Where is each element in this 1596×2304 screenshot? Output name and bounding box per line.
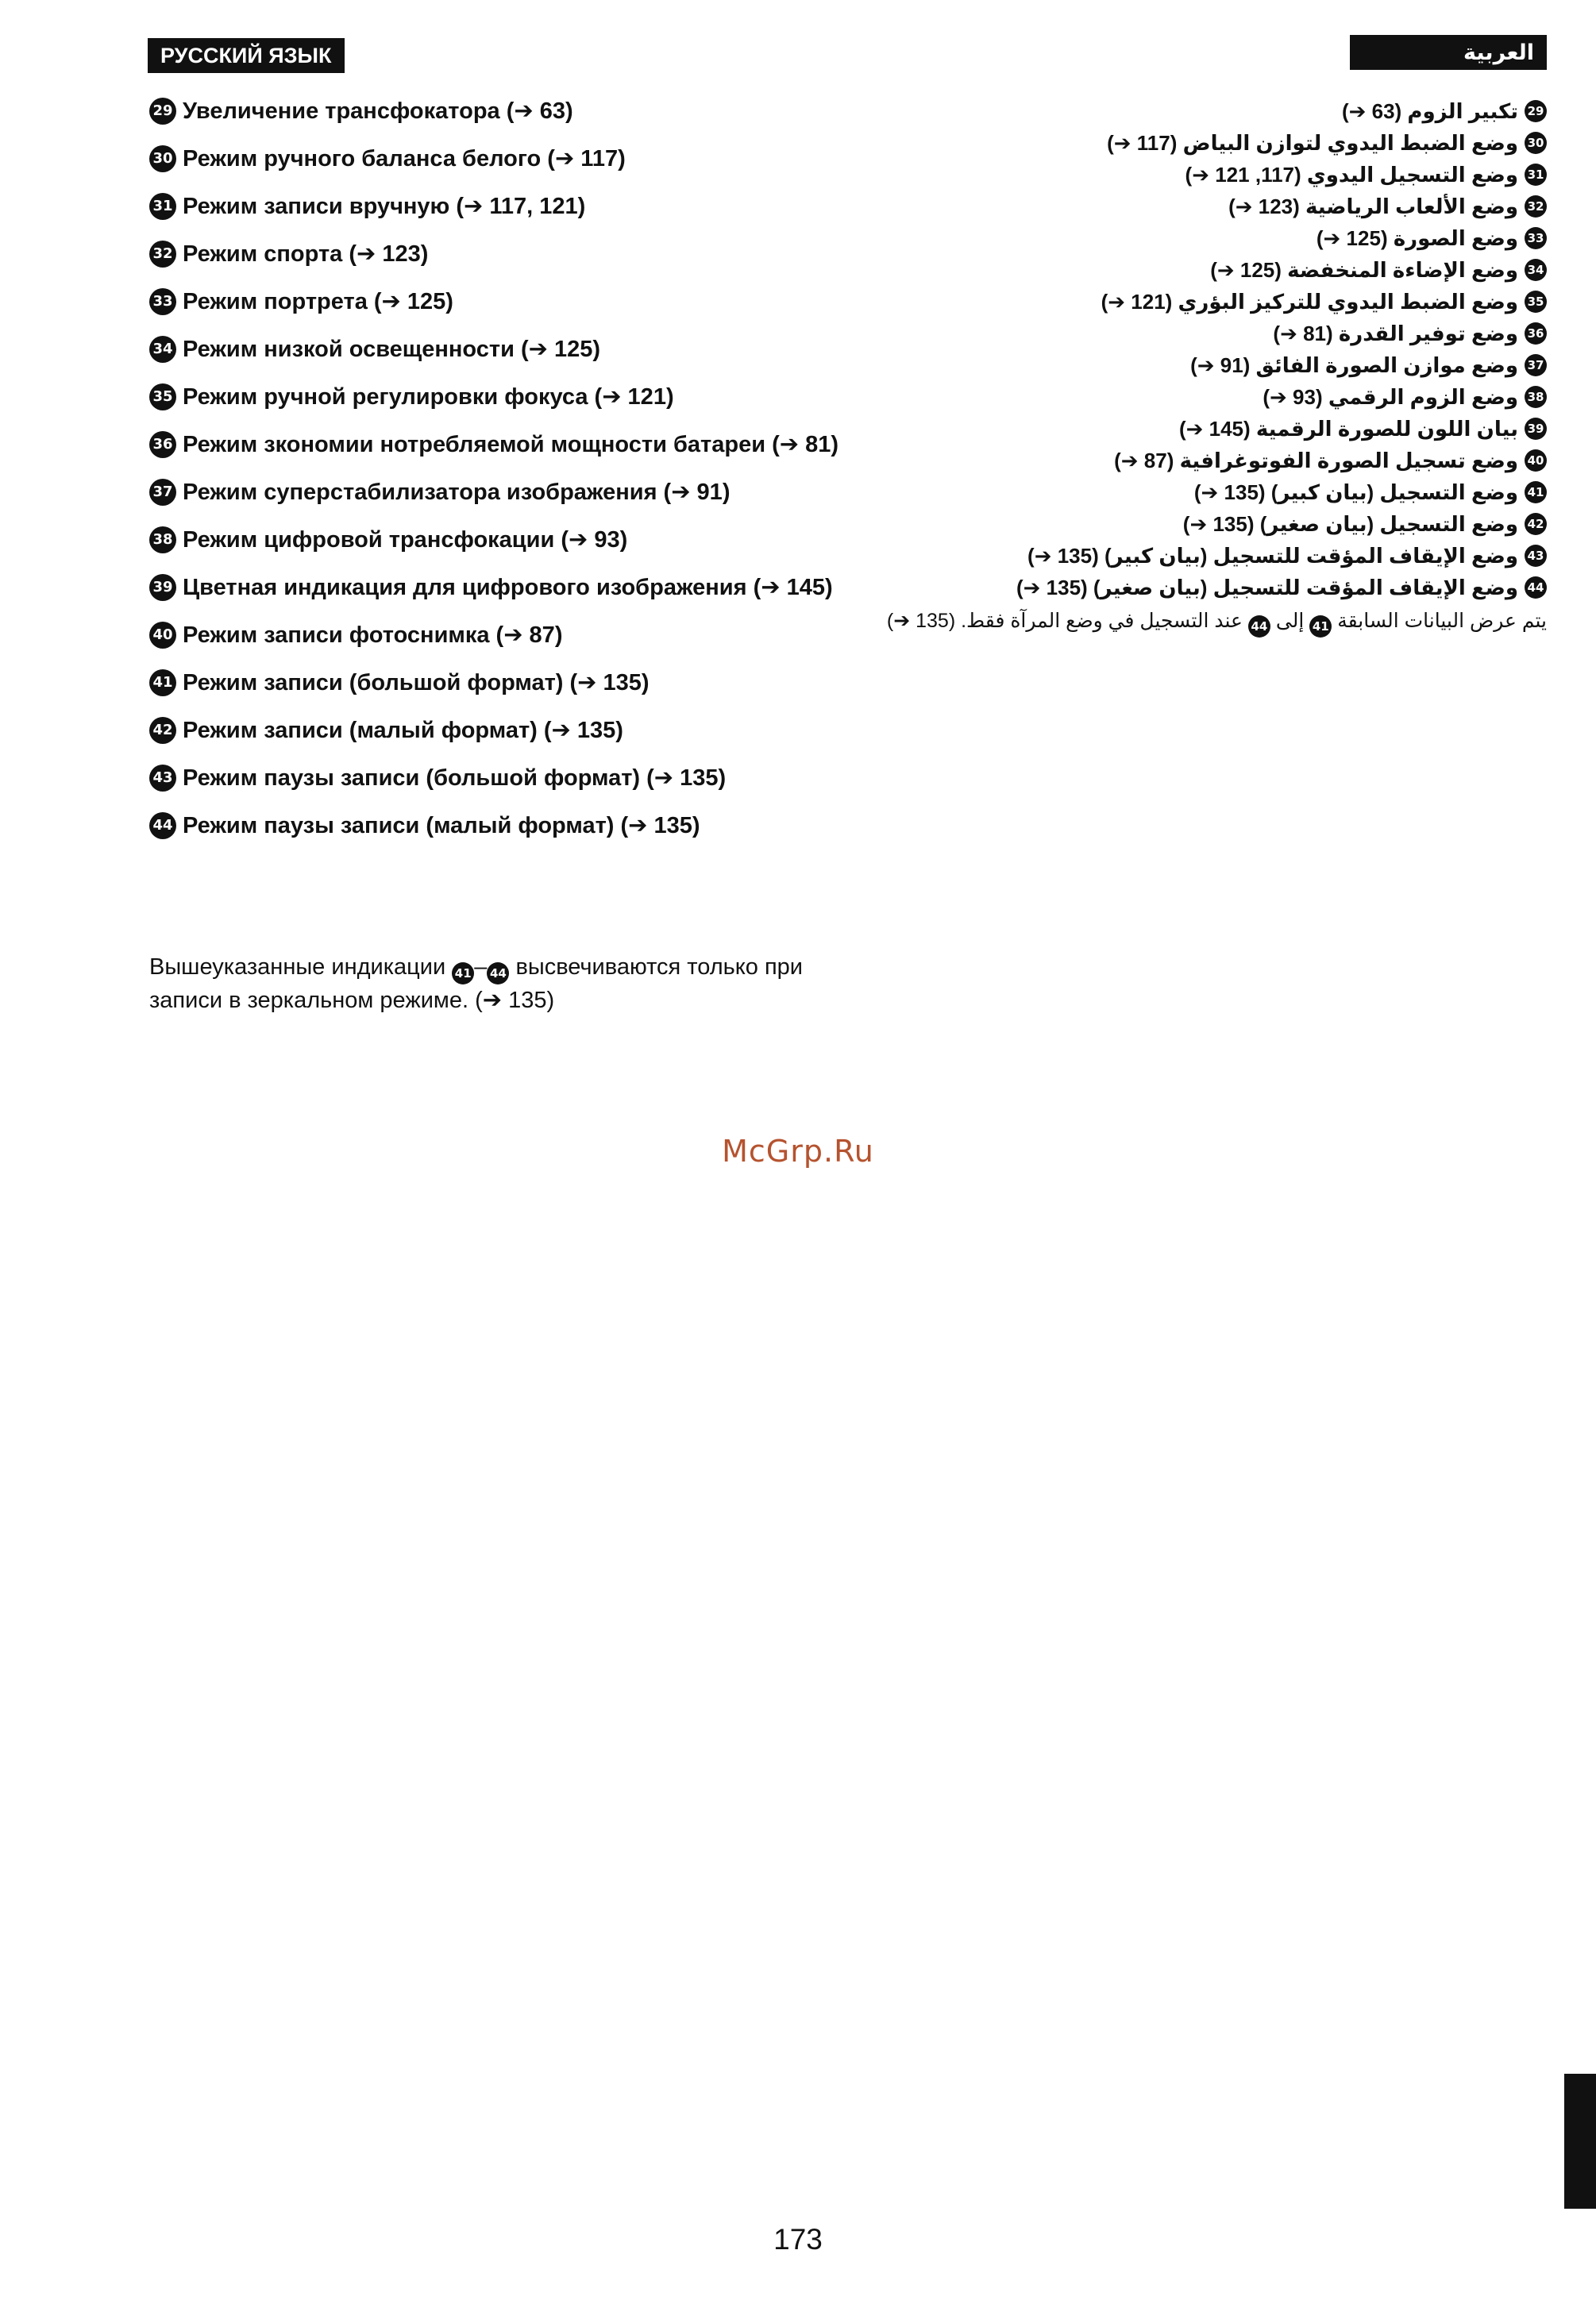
list-item: [896, 540, 1547, 572]
circled-number-icon: 32: [1525, 195, 1547, 218]
list-item: [149, 95, 864, 127]
list-item-text: Режим записи (малый формат) (➔ 135): [183, 718, 623, 743]
section-thumb-tab: [1564, 2074, 1596, 2209]
list-item: [896, 127, 1547, 159]
list-item-text: Режим паузы записи (большой формат) (➔ 135): [183, 765, 727, 791]
note-text-after: عند التسجيل في وضع المرآة فقط. (135 ➔): [886, 610, 1243, 632]
site-watermark: McGrp.Ru: [722, 1134, 874, 1169]
list-item: [149, 762, 864, 794]
circled-number-icon: 39: [1525, 418, 1547, 440]
list-item-text: Режим спорта (➔ 123): [183, 241, 429, 267]
circled-number-icon: 33: [1525, 227, 1547, 249]
list-item-text: Режим зкономии нотребляемой мощности батареи (➔ 81): [183, 432, 839, 457]
circled-number-icon: 43: [149, 765, 176, 792]
list-item-text: وضع الإيقاف المؤقت للتسجيل (بيان كبير) (135 ➔): [1027, 544, 1518, 568]
list-item-text: Режим суперстабилизатора изображения (➔ 91): [183, 480, 731, 505]
list-item-text: وضع الضبط اليدوي للتركيز البؤري (121 ➔): [1101, 290, 1518, 314]
russian-indicator-list: [149, 95, 864, 857]
circled-number-icon: 38: [149, 526, 176, 553]
circled-number-icon: 35: [1525, 291, 1547, 313]
list-item-text: وضع تسجيل الصورة الفوتوغرافية (87 ➔): [1114, 449, 1518, 472]
list-item-text: Режим цифровой трансфокации (➔ 93): [183, 527, 628, 553]
list-item-text: Режим записи вручную (➔ 117, 121): [183, 194, 586, 219]
list-item-text: تكبير الزوم (63 ➔): [1341, 99, 1518, 123]
list-item-text: Режим низкой освещенности (➔ 125): [183, 337, 601, 362]
circled-number-icon: 44: [1248, 615, 1270, 638]
note-text-before: يتم عرض البيانات السابقة: [1337, 610, 1547, 632]
list-item: [149, 286, 864, 318]
circled-number-icon: 43: [1525, 545, 1547, 567]
circled-number-icon: 41: [149, 669, 176, 696]
list-item-text: بيان اللون للصورة الرقمية (145 ➔): [1178, 417, 1518, 441]
arabic-mirror-mode-note: [832, 605, 1547, 638]
list-item-text: وضع الإيقاف المؤقت للتسجيل (بيان صغير) (135 ➔): [1016, 576, 1518, 599]
note-dash: –: [474, 954, 488, 980]
circled-number-icon: 42: [149, 717, 176, 744]
list-item: [896, 572, 1547, 603]
page-number: 173: [773, 2223, 823, 2256]
list-item: [149, 524, 864, 556]
circled-number-icon: 41: [1309, 615, 1332, 638]
list-item-text: وضع التسجيل (بيان صغير) (135 ➔): [1182, 512, 1518, 536]
list-item: [149, 667, 864, 699]
note-text-mid: إلى: [1275, 610, 1305, 632]
list-item: [149, 333, 864, 365]
list-item: [896, 222, 1547, 254]
list-item-text: Режим ручной регулировки фокуса (➔ 121): [183, 384, 674, 410]
list-item: [896, 318, 1547, 349]
circled-number-icon: 34: [149, 336, 176, 363]
circled-number-icon: 38: [1525, 386, 1547, 408]
list-item: [896, 191, 1547, 222]
circled-number-icon: 44: [1525, 576, 1547, 599]
circled-number-icon: 31: [1525, 164, 1547, 186]
list-item: [149, 381, 864, 413]
circled-number-icon: 29: [1525, 100, 1547, 122]
list-item: [149, 810, 864, 842]
list-item: [896, 349, 1547, 381]
list-item: [896, 508, 1547, 540]
circled-number-icon: 30: [1525, 132, 1547, 154]
list-item: [896, 254, 1547, 286]
list-item: [149, 429, 864, 460]
list-item-text: وضع الضبط اليدوي لتوازن البياض (117 ➔): [1107, 131, 1518, 155]
list-item-text: Увеличение трансфокатора (➔ 63): [183, 98, 573, 124]
circled-number-icon: 30: [149, 145, 176, 172]
circled-number-icon: 40: [1525, 449, 1547, 472]
list-item: [896, 381, 1547, 413]
list-item: [149, 238, 864, 270]
list-item: [896, 159, 1547, 191]
list-item-text: Режим портрета (➔ 125): [183, 289, 453, 314]
circled-number-icon: 39: [149, 574, 176, 601]
list-item: [149, 143, 864, 175]
list-item-text: Режим записи фотоснимка (➔ 87): [183, 622, 563, 648]
list-item: [149, 619, 864, 651]
circled-number-icon: 37: [149, 479, 176, 506]
list-item-text: Режим записи (большой формат) (➔ 135): [183, 670, 650, 695]
circled-number-icon: 29: [149, 98, 176, 125]
list-item: [896, 95, 1547, 127]
list-item: [149, 715, 864, 746]
list-item: [896, 476, 1547, 508]
note-text-before: Вышеуказанные индикации: [149, 954, 446, 980]
list-item: [896, 413, 1547, 445]
circled-number-icon: 36: [1525, 322, 1547, 345]
list-item-text: وضع توفير القدرة (81 ➔): [1273, 322, 1518, 345]
russian-language-tab: РУССКИЙ ЯЗЫК: [148, 38, 345, 73]
arabic-indicator-list: [896, 95, 1547, 603]
note-text-after: высвечиваются только при записи в зеркальном режиме. (➔ 135): [149, 954, 803, 1013]
circled-number-icon: 35: [149, 383, 176, 410]
list-item-text: Режим паузы записи (малый формат) (➔ 135): [183, 813, 700, 838]
circled-number-icon: 44: [487, 962, 509, 984]
list-item-text: وضع الإضاءة المنخفضة (125 ➔): [1210, 258, 1518, 282]
circled-number-icon: 42: [1525, 513, 1547, 535]
circled-number-icon: 31: [149, 193, 176, 220]
arabic-language-tab: العربية: [1350, 35, 1547, 70]
list-item: [149, 191, 864, 222]
russian-mirror-mode-note: [149, 951, 848, 1017]
list-item-text: وضع الصورة (125 ➔): [1316, 226, 1518, 250]
circled-number-icon: 44: [149, 812, 176, 839]
list-item-text: وضع الزوم الرقمي (93 ➔): [1263, 385, 1518, 409]
list-item: [896, 445, 1547, 476]
circled-number-icon: 33: [149, 288, 176, 315]
circled-number-icon: 40: [149, 622, 176, 649]
list-item-text: Цветная индикация для цифрового изображения (➔ 145): [183, 575, 833, 600]
list-item: [896, 286, 1547, 318]
circled-number-icon: 37: [1525, 354, 1547, 376]
list-item: [149, 572, 864, 603]
list-item-text: وضع الألعاب الرياضية (123 ➔): [1228, 195, 1518, 218]
circled-number-icon: 34: [1525, 259, 1547, 281]
list-item-text: وضع التسجيل (بيان كبير) (135 ➔): [1193, 480, 1518, 504]
circled-number-icon: 32: [149, 241, 176, 268]
circled-number-icon: 36: [149, 431, 176, 458]
list-item-text: وضع التسجيل اليدوي (117, 121 ➔): [1185, 163, 1518, 187]
list-item-text: وضع موازن الصورة الفائق (91 ➔): [1190, 353, 1518, 377]
circled-number-icon: 41: [1525, 481, 1547, 503]
list-item-text: Режим ручного баланса белого (➔ 117): [183, 146, 626, 171]
list-item: [149, 476, 864, 508]
circled-number-icon: 41: [452, 962, 474, 984]
